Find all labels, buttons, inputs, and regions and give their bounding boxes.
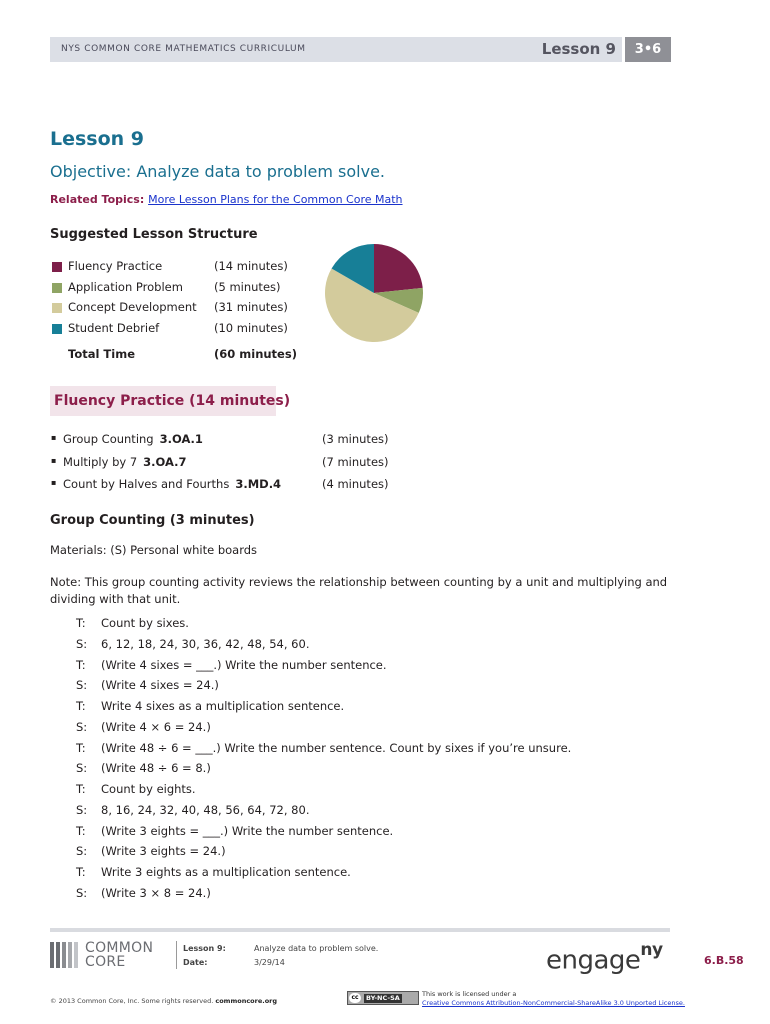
engageny-logo: [546, 940, 663, 976]
legend-swatch: [52, 262, 62, 272]
engage-text: engage: [546, 945, 641, 976]
note: Note: This group counting activity reviews the relationship between counting by a unit and multiplying and dividing with that unit.: [50, 575, 668, 606]
speaker: T:: [76, 616, 86, 630]
line-text: (Write 48 ÷ 6 = 8.): [101, 761, 211, 776]
pie-slice: [374, 244, 423, 293]
badge-text: BY-NC-SA: [366, 994, 400, 1002]
line-text: (Write 48 ÷ 6 = ___.) Write the number sentence. Count by sixes if you’re unsure.: [101, 740, 572, 755]
line-text: 8, 16, 24, 32, 40, 48, 56, 64, 72, 80.: [101, 802, 310, 817]
line-text: Write 4 sixes as a multiplication sentence.: [101, 699, 345, 713]
brand-line: CORE: [85, 954, 126, 970]
fluency-item-name: Multiply by 7: [63, 454, 138, 469]
footer-date-value: 3/29/14: [254, 958, 285, 967]
bullet-icon: ▪: [51, 433, 57, 442]
fluency-heading: Fluency Practice (14 minutes): [54, 393, 291, 409]
fluency-item-standard: 3.OA.1: [159, 432, 203, 446]
structure-name: Application Problem: [68, 279, 183, 294]
speaker: S:: [76, 678, 88, 693]
structure-time: (31 minutes): [214, 300, 288, 315]
structure-name: Fluency Practice: [68, 259, 163, 273]
speaker: S:: [76, 719, 88, 734]
lesson-time-pie: [324, 243, 424, 343]
footer-date-label: Date:: [183, 958, 208, 967]
speaker: T:: [76, 865, 86, 879]
line-text: (Write 3 eights = 24.): [101, 844, 226, 859]
objective: Objective: Analyze data to problem solve.: [50, 162, 386, 181]
line-text: (Write 3 eights = ___.) Write the number sentence.: [101, 823, 394, 838]
brand-line: COMMON: [85, 940, 154, 956]
copyright: [50, 997, 277, 1005]
line-text: (Write 4 sixes = ___.) Write the number sentence.: [101, 657, 387, 672]
line-text: (Write 4 × 6 = 24.): [101, 719, 211, 734]
total-time-label: Total Time: [68, 347, 135, 361]
fluency-item-time: (4 minutes): [322, 477, 389, 491]
footer-lesson-label: Lesson 9:: [183, 944, 226, 953]
line-text: (Write 3 × 8 = 24.): [101, 885, 211, 900]
lesson-structure-title: Suggested Lesson Structure: [50, 227, 258, 242]
common-core-brand: [85, 941, 153, 969]
legend-swatch: [52, 324, 62, 334]
related-topics: [50, 193, 403, 206]
speaker: S:: [76, 761, 88, 776]
speaker: S:: [76, 885, 88, 900]
total-time-value: (60 minutes): [214, 347, 297, 361]
curriculum-title: NYS COMMON CORE MATHEMATICS CURRICULUM: [61, 44, 306, 54]
legend-swatch: [52, 303, 62, 313]
structure-time: (14 minutes): [214, 259, 288, 273]
fluency-item-standard: 3.OA.7: [143, 454, 187, 469]
module-badge: 3•6: [625, 37, 671, 62]
fluency-item-name: Group Counting: [63, 432, 154, 446]
group-counting-title: Group Counting (3 minutes): [50, 513, 255, 528]
line-text: Count by sixes.: [101, 616, 189, 630]
license-link[interactable]: Creative Commons Attribution-NonCommercial-ShareAlike 3.0 Unported License.: [422, 999, 685, 1007]
page-number: 6.B.58: [704, 954, 744, 967]
speaker: S:: [76, 844, 88, 859]
line-text: (Write 4 sixes = 24.): [101, 678, 219, 693]
copyright-text: © 2013 Common Core, Inc. Some rights reserved.: [50, 997, 216, 1005]
speaker: T:: [76, 699, 86, 713]
structure-time: (5 minutes): [214, 279, 281, 294]
footer-divider: [176, 941, 177, 969]
lesson-title: Lesson 9: [50, 128, 145, 150]
fluency-item-standard: 3.MD.4: [235, 477, 282, 491]
fluency-item-time: (3 minutes): [322, 432, 389, 446]
common-core-logo-icon: [50, 940, 80, 968]
legend-swatch: [52, 283, 62, 293]
bullet-icon: ▪: [51, 455, 57, 465]
structure-name: Concept Development: [68, 300, 197, 315]
footer-rule: [50, 928, 670, 932]
line-text: 6, 12, 18, 24, 30, 36, 42, 48, 54, 60.: [101, 636, 310, 651]
line-text: Count by eights.: [101, 782, 196, 796]
speaker: T:: [76, 782, 86, 796]
header-lesson: Lesson 9: [541, 40, 616, 58]
footer-lesson-value: Analyze data to problem solve.: [254, 944, 379, 953]
license-text: This work is licensed under a: [422, 990, 517, 998]
speaker: S:: [76, 636, 88, 651]
ny-text: ny: [640, 940, 663, 960]
cc-icon: cc: [349, 993, 361, 1003]
fluency-item-time: (7 minutes): [322, 454, 389, 469]
speaker: S:: [76, 802, 88, 817]
line-text: Write 3 eights as a multiplication sentence.: [101, 865, 351, 879]
bullet-icon: ▪: [51, 478, 57, 487]
speaker: T:: [76, 740, 86, 755]
copyright-site: commoncore.org: [215, 997, 278, 1005]
structure-time: (10 minutes): [214, 321, 288, 336]
related-topics-label: Related Topics:: [50, 193, 149, 206]
materials: Materials: (S) Personal white boards: [50, 543, 258, 557]
cc-license-badge: [347, 991, 419, 1005]
speaker: T:: [76, 657, 86, 672]
speaker: T:: [76, 823, 86, 838]
related-topics-link[interactable]: More Lesson Plans for the Common Core Math: [148, 193, 403, 206]
structure-name: Student Debrief: [68, 321, 160, 336]
fluency-item-name: Count by Halves and Fourths: [63, 477, 230, 491]
